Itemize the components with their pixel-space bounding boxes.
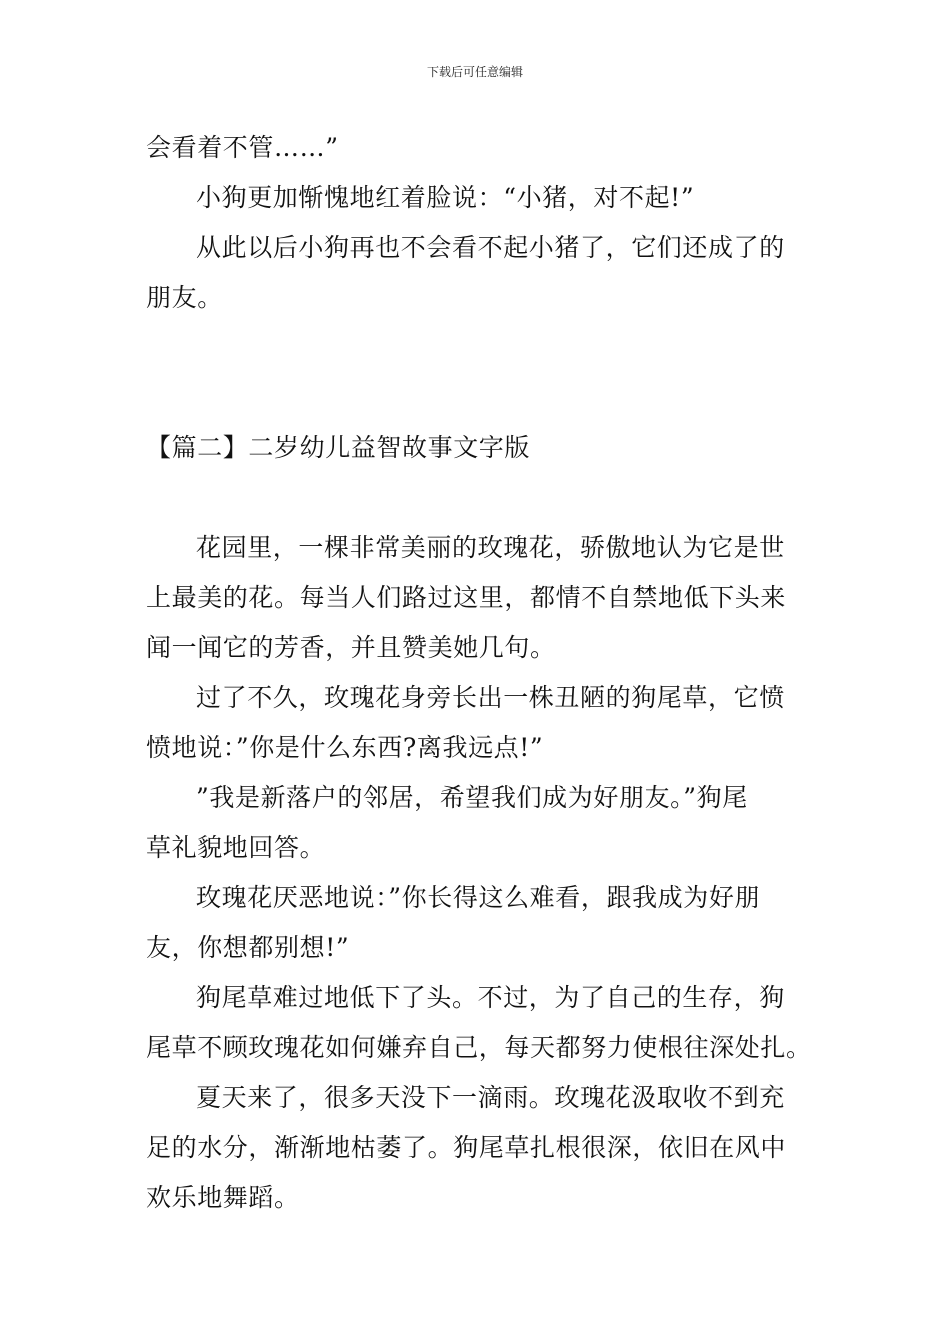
story2-line-10: 狗尾草难过地低下了头。不过，为了自己的生存，狗 [196, 983, 785, 1012]
story2-line-7: 草礼貌地回答。 [146, 833, 326, 862]
story2-line-11: 尾草不顾玫瑰花如何嫌弃自己，每天都努力使根往深处扎。 [146, 1033, 812, 1062]
story2-line-6: ”我是新落户的邻居，希望我们成为好朋友。”狗尾 [196, 783, 748, 812]
story2-line-2: 上最美的花。每当人们路过这里，都情不自禁地低下头来 [146, 583, 787, 612]
story1-line-4: 朋友。 [146, 283, 223, 312]
story2-line-1: 花园里，一棵非常美丽的玫瑰花，骄傲地认为它是世 [196, 533, 785, 562]
story1-line-1: 会看着不管……” [146, 133, 339, 162]
story2-line-9: 友，你想都别想!” [146, 933, 350, 962]
story2-line-3: 闻一闻它的芳香，并且赞美她几句。 [146, 633, 556, 662]
story2-line-12: 夏天来了，很多天没下一滴雨。玫瑰花汲取收不到充 [196, 1083, 785, 1112]
page-header-note: 下载后可任意编辑 [426, 65, 523, 79]
story2-line-8: 玫瑰花厌恶地说：”你长得这么难看，跟我成为好朋 [196, 883, 761, 912]
story1-line-3: 从此以后小狗再也不会看不起小猪了，它们还成了的 [196, 233, 785, 262]
story1-line-2: 小狗更加惭愧地红着脸说：“小猪，对不起!” [196, 183, 695, 212]
story2-line-13: 足的水分，渐渐地枯萎了。狗尾草扎根很深，依旧在风中 [146, 1133, 787, 1162]
story2-line-4: 过了不久，玫瑰花身旁长出一株丑陋的狗尾草，它愤 [196, 683, 785, 712]
story2-line-5: 愤地说：”你是什么东西?离我远点!” [146, 733, 544, 762]
story2-line-14: 欢乐地舞蹈。 [146, 1183, 300, 1212]
section-title: 【篇二】二岁幼儿益智故事文字版 [146, 433, 531, 462]
